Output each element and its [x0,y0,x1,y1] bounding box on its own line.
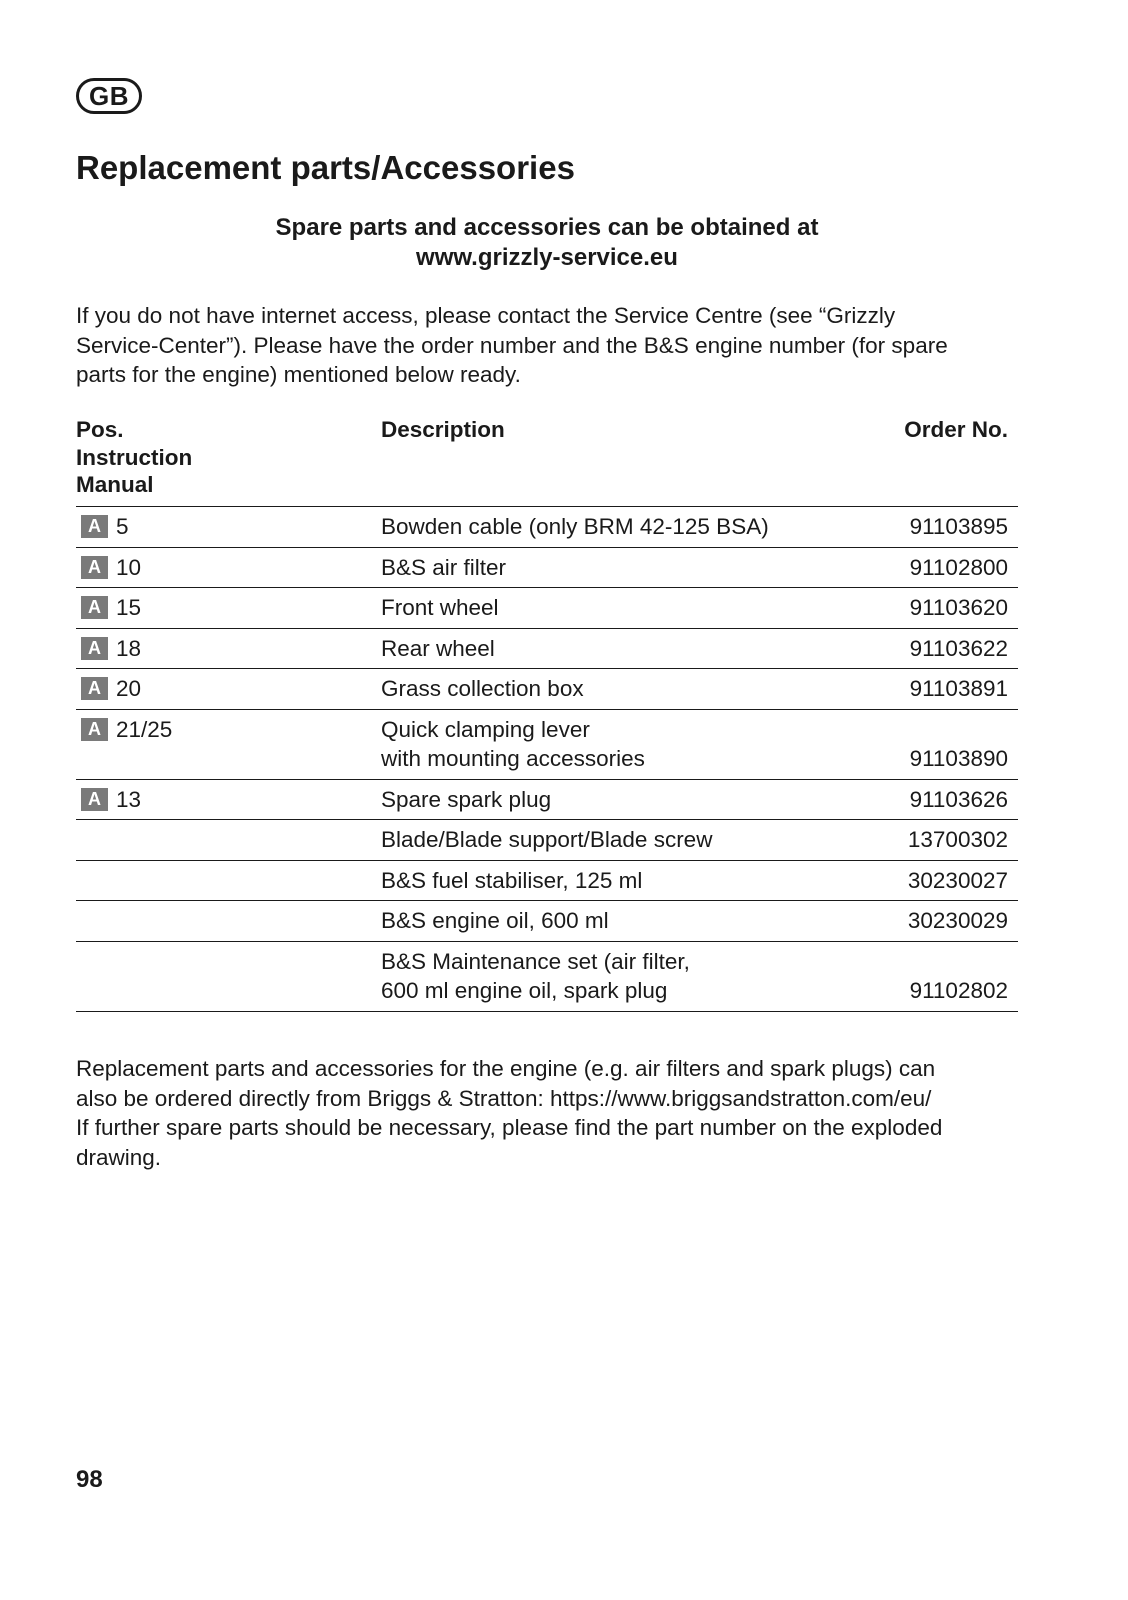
intro-paragraph [76,301,1021,390]
outro-line: also be ordered directly from Briggs & Stratton: https://www.briggsandstratton.com/eu/ [76,1085,932,1111]
description-line: 600 ml engine oil, spark plug [381,978,668,1003]
pos-cell [81,634,141,664]
pos-cell [81,512,129,542]
header-pos-line: Manual [76,472,154,497]
order-number-cell: 91102802 [909,978,1008,1003]
table-row [76,507,1018,548]
description-cell [381,825,712,855]
description-line: Blade/Blade support/Blade screw [381,827,713,852]
description-cell [381,593,499,623]
intro-line: parts for the engine) mentioned below ready. [76,362,521,387]
order-number-cell: 91103890 [909,746,1008,771]
description-cell [381,715,645,774]
figure-a-badge: A [81,718,108,741]
description-line: Quick clamping lever [381,716,590,742]
table-row [76,629,1018,670]
table-row [76,588,1018,629]
figure-a-badge: A [81,515,108,538]
description-cell [381,866,642,896]
description-cell [381,906,609,936]
pos-number: 21/25 [116,716,173,742]
figure-a-badge: A [81,637,108,660]
description-cell [381,674,584,704]
header-pos-line: Instruction [76,444,193,470]
table-row [76,710,1018,780]
pos-cell [81,785,141,815]
description-line: B&S engine oil, 600 ml [381,908,609,933]
spare-parts-notice [76,213,1018,273]
service-url: www.grizzly-service.eu [416,244,678,271]
description-line: Front wheel [381,595,499,620]
pos-cell [81,593,141,623]
description-line: with mounting accessories [381,746,645,771]
description-cell [381,512,769,542]
outro-line: Replacement parts and accessories for the engine (e.g. air filters and spark plugs) can [76,1056,936,1081]
pos-cell [81,674,141,704]
order-number-cell: 91103622 [909,635,1008,661]
table-row [76,669,1018,710]
description-line: B&S Maintenance set (air filter, [381,948,690,974]
description-line: Bowden cable (only BRM 42-125 BSA) [381,514,769,539]
pos-cell [81,553,141,583]
order-number-cell: 30230029 [907,908,1008,933]
table-row [76,548,1018,589]
pos-number: 15 [116,595,142,620]
description-cell [381,553,506,583]
pos-number: 18 [116,635,142,661]
pos-number: 5 [116,514,129,539]
outro-line: drawing. [76,1144,162,1170]
header-order-no: Order No. [904,417,1008,442]
notice-line: Spare parts and accessories can be obtained at [275,214,819,241]
order-number-cell: 91102800 [909,554,1008,580]
description-cell [381,947,690,1006]
page-number: 98 [76,1466,103,1493]
description-line: B&S air filter [381,554,507,580]
table-body [76,506,1018,1012]
intro-line: Service-Center”). Please have the order number and the B&S engine number (for spare [76,332,948,358]
header-description: Description [381,417,505,442]
intro-line: If you do not have internet access, please contact the Service Centre (see “Grizzly [76,303,896,328]
description-line: Rear wheel [381,635,495,661]
description-line: B&S fuel stabiliser, 125 ml [381,867,643,893]
pos-number: 10 [116,554,142,580]
outro-paragraph [76,1054,1021,1172]
pos-cell [81,715,172,745]
order-number-cell: 91103891 [909,676,1008,701]
table-header [76,416,1018,506]
pos-number: 20 [116,676,142,701]
order-number-cell: 91103626 [909,786,1008,812]
figure-a-badge: A [81,556,108,579]
order-number-cell: 13700302 [907,827,1008,852]
order-number-cell: 91103895 [909,514,1008,539]
description-line: Spare spark plug [381,786,552,812]
pos-number: 13 [116,786,142,812]
figure-a-badge: A [81,596,108,619]
table-row [76,942,1018,1012]
description-cell [381,634,495,664]
figure-a-badge: A [81,788,108,811]
table-row [76,861,1018,902]
description-line: Grass collection box [381,676,584,701]
language-badge: GB [76,78,142,114]
figure-a-badge: A [81,677,108,700]
parts-table [76,416,1018,1012]
table-row [76,901,1018,942]
order-number-cell: 91103620 [909,595,1008,620]
table-row [76,820,1018,861]
description-cell [381,785,551,815]
order-number-cell: 30230027 [907,867,1008,893]
page-title: Replacement parts/Accessories [76,149,575,186]
table-row [76,780,1018,821]
outro-line: If further spare parts should be necessary, please find the part number on the exploded [76,1115,943,1140]
header-pos [76,416,192,499]
header-pos-line: Pos. [76,417,124,442]
